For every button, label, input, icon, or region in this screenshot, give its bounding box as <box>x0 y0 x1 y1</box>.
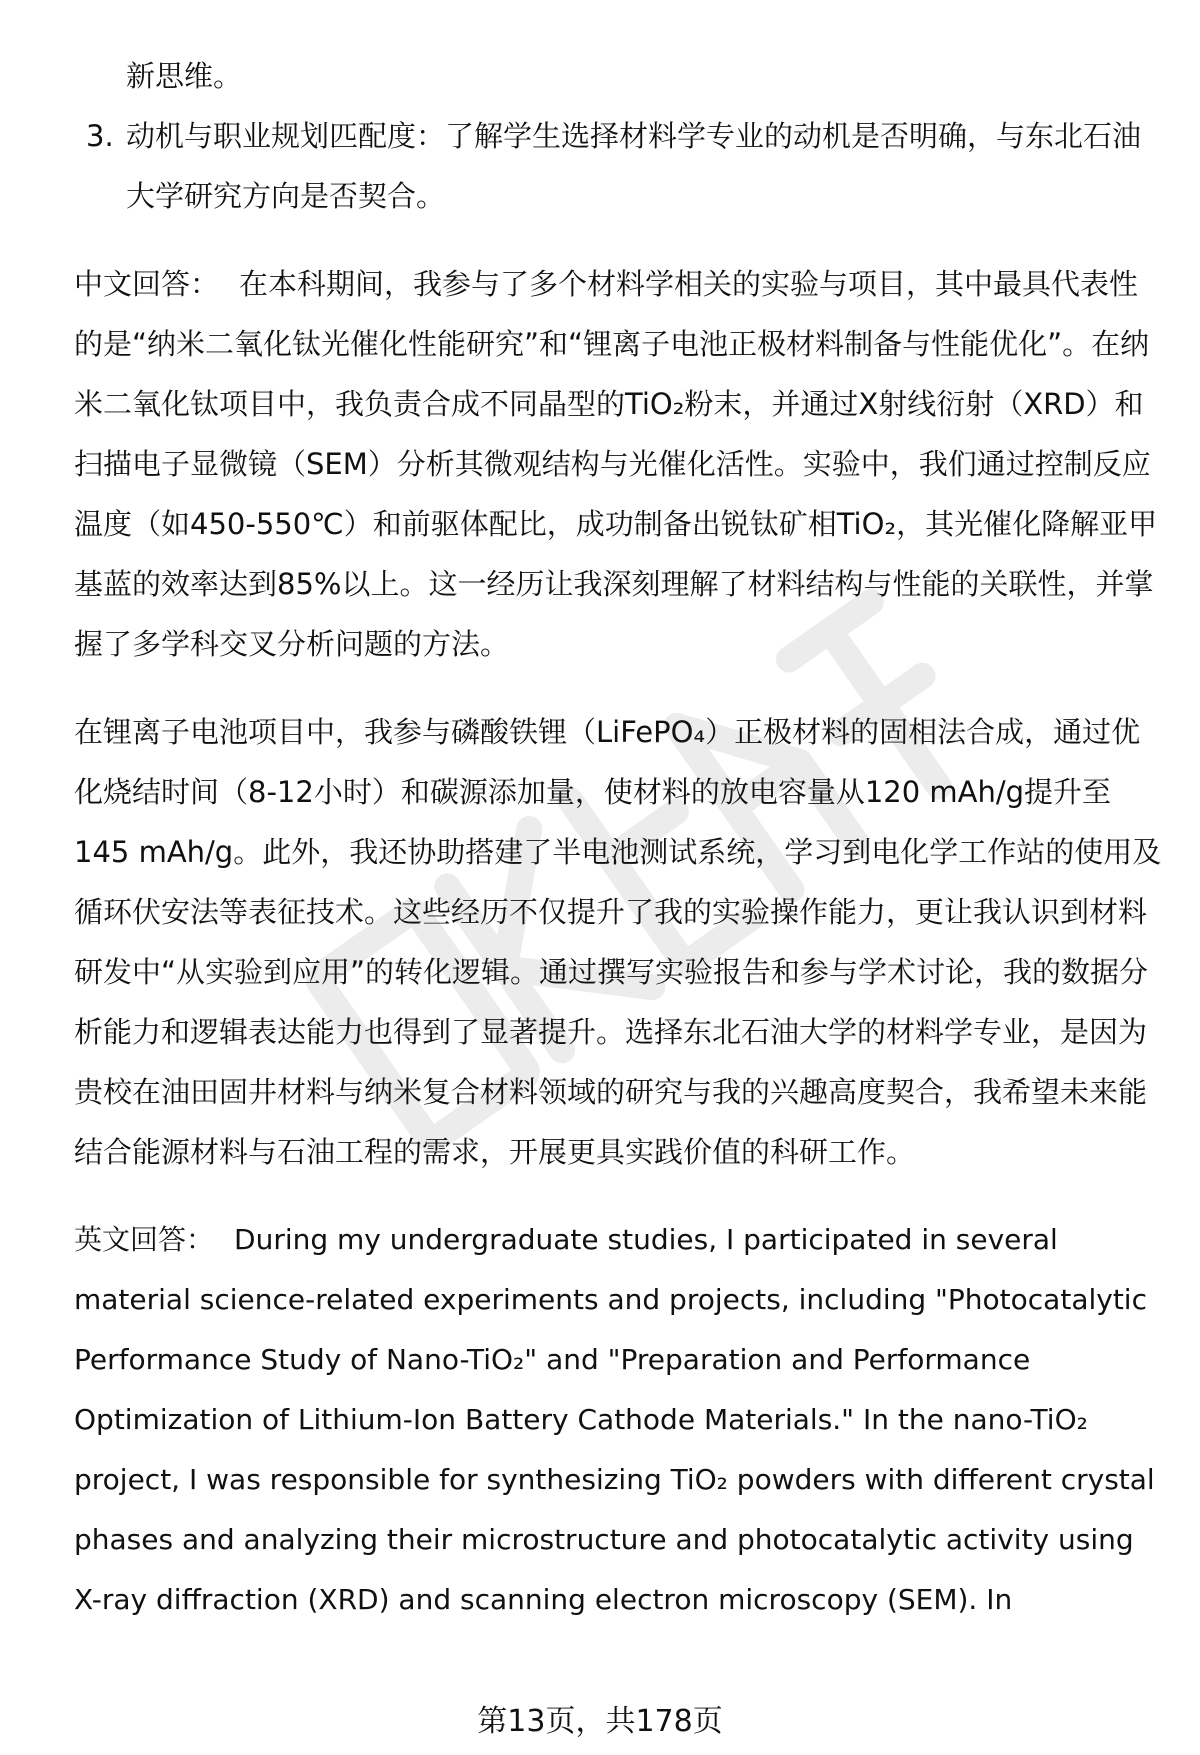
list-item-number: 3. <box>86 119 114 153</box>
english-answer-paragraph <box>74 1210 1164 1630</box>
chinese-answer-paragraph <box>74 254 1164 674</box>
chinese-answer-label: 中文回答： <box>74 267 220 301</box>
english-answer-label: 英文回答： <box>74 1223 215 1256</box>
document-body <box>74 46 1164 1630</box>
chinese-answer-paragraph-2: 在锂离子电池项目中，我参与磷酸铁锂（LiFePO₄）正极材料的固相法合成，通过优化烧结时间（8-12小时）和碳源添加量，使材料的放电容量从120 mAh/g提升至145 mAh/g。此外，我还协助搭建了半电池测试系统，学习到电化学工作站的使用及循环伏安法等表征技术。这些经历不仅提升了我的实验操作能力，更让我认识到材料研发中“从实验到应用”的转化逻辑。通过撰写实验报告和参与学术讨论，我的数据分析能力和逻辑表达能力也得到了显著提升。选择东北石油大学的材料学专业，是因为贵校在油田固井材料与纳米复合材料领域的研究与我的兴趣高度契合，我希望未来能结合能源材料与石油工程的需求，开展更具实践价值的科研工作。 <box>74 715 1162 1169</box>
page-footer: 第13页，共178页 <box>477 1704 723 1739</box>
english-answer-text: During my undergraduate studies, I participated in several material science-related experiments and projects, including "Photocatalytic Performance Study of Nano-TiO₂" and "Preparation and Performance Optimization of Lithium-Ion Battery Cathode Materials." In the nano-TiO₂ project, I was responsible for synthesizing TiO₂ powders with different crystal phases and analyzing their microstructure and photocatalytic activity using X-ray diffraction (XRD) and scanning electron microscopy (SEM). In <box>74 1223 1155 1616</box>
list-item-continuation: 新思维。 <box>126 59 243 93</box>
chinese-answer-text-1: 在本科期间，我参与了多个材料学相关的实验与项目，其中最具代表性的是“纳米二氧化钛光催化性能研究”和“锂离子电池正极材料制备与性能优化”。在纳米二氧化钛项目中，我负责合成不同晶型的TiO₂粉末，并通过X射线衍射（XRD）和扫描电子显微镜（SEM）分析其微观结构与光催化活性。实验中，我们通过控制反应温度（如450-550℃）和前驱体配比，成功制备出锐钛矿相TiO₂，其光催化降解亚甲基蓝的效率达到85%以上。这一经历让我深刻理解了材料结构与性能的关联性，并掌握了多学科交叉分析问题的方法。 <box>74 267 1158 661</box>
list-item-text: 动机与职业规划匹配度：了解学生选择材料学专业的动机是否明确，与东北石油大学研究方向是否契合。 <box>126 119 1142 213</box>
list-item <box>74 106 1164 226</box>
